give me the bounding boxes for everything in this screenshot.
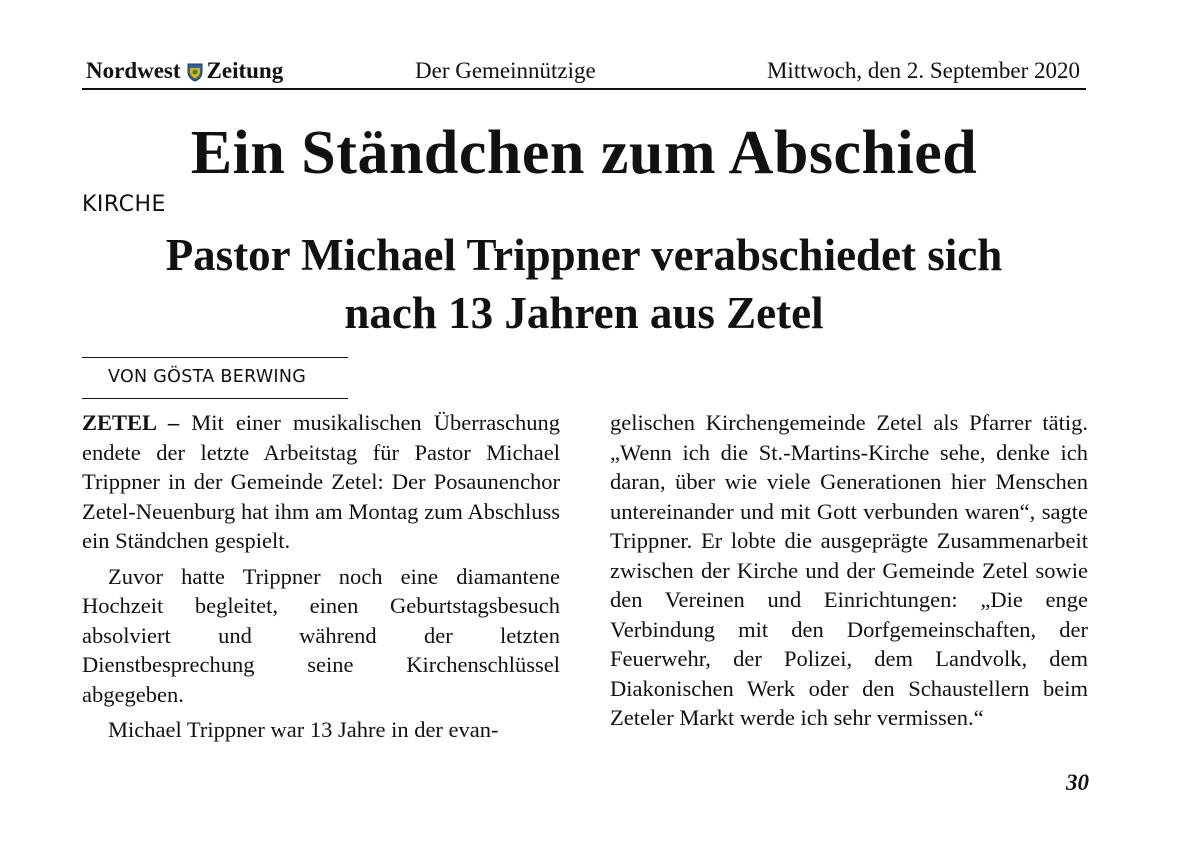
article-column-right xyxy=(610,408,1088,739)
newspaper-brand xyxy=(86,58,283,84)
article-paragraph-3-start: Michael Trippner war 13 Jahre in der evan- xyxy=(108,717,499,742)
article-column-left xyxy=(82,408,560,751)
paragraph-1-text: Mit einer musikalischen Überraschung endete der letzte Arbeitstag für Pastor Michael Trippner in der Gemeinde Zetel: Der Posaunenchor Zetel-Neuenburg hat ihm am Montag zum Abschluss ein Ständchen gespielt. xyxy=(82,410,560,553)
article-headline: Ein Ständchen zum Abschied xyxy=(190,119,978,187)
article-paragraph-1 xyxy=(82,408,560,556)
subheadline-line-2: nach 13 Jahren aus Zetel xyxy=(344,288,824,338)
masthead xyxy=(82,58,1086,90)
byline-box xyxy=(82,357,348,399)
page-number: 30 xyxy=(1066,770,1089,795)
dateline: ZETEL – xyxy=(82,410,180,435)
issue-date: Mittwoch, den 2. September 2020 xyxy=(766,58,1080,83)
subheadline-line-1: Pastor Michael Trippner verabschiedet sich xyxy=(165,230,1003,280)
article-kicker: KIRCHE xyxy=(82,192,166,217)
section-name: Der Gemeinnützige xyxy=(415,58,596,83)
brand-name-right: Zeitung xyxy=(206,58,284,83)
coat-of-arms-icon xyxy=(187,62,203,81)
article-subheadline xyxy=(82,226,1086,342)
article-paragraph-2: Zuvor hatte Trippner noch eine diamantene Hochzeit begleitet, einen Geburtstagsbesuch absolviert und während der letzten Dienstbesprechung seine Kirchenschlüssel abgegeben. xyxy=(82,563,560,707)
byline: VON GÖSTA BERWING xyxy=(108,367,307,387)
brand-name-left: Nordwest xyxy=(86,58,181,83)
article-paragraph-3-continued: gelischen Kirchengemeinde Zetel als Pfarrer tätig. „Wenn ich die St.-Martins-Kirche sehe, denke ich daran, über wie viele Generationen hier Menschen untereinander und mit Gott verbunden waren“, sagte Trippner. Er lobte die ausgeprägte Zusammenarbeit zwischen der Kirche und der Gemeinde Zetel sowie den Vereinen und Einrichtungen: „Die enge Verbindung mit den Dorfgemeinschaften, der Feuerwehr, der Polizei, dem Landvolk, dem Diakonischen Werk oder den Schaustellern beim Zeteler Markt werde ich sehr vermissen.“ xyxy=(610,410,1088,730)
